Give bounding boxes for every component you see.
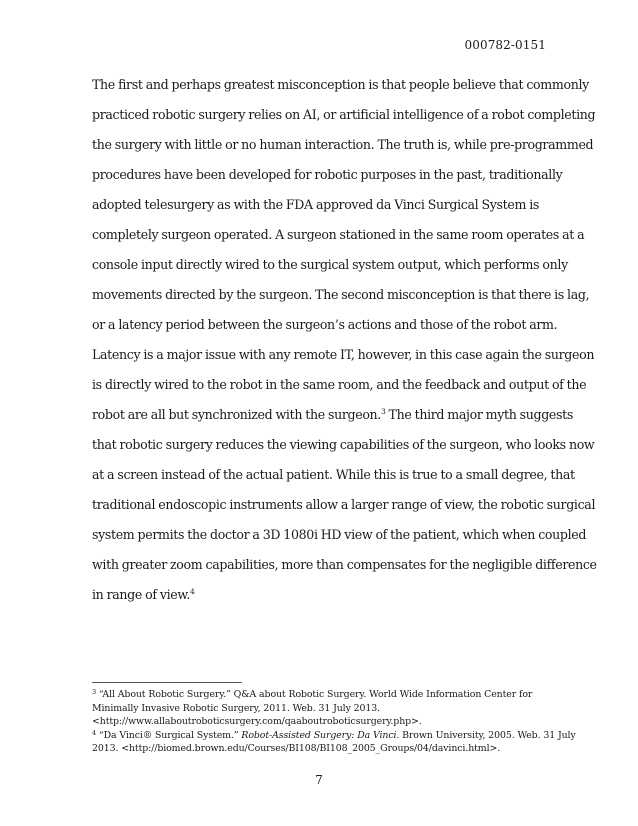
text-line: procedures have been developed for robotic purposes in the past, traditionally — [92, 167, 563, 182]
text-line: completely surgeon operated. A surgeon stationed in the same room operates at a — [92, 227, 585, 242]
footnote-4 — [92, 728, 576, 743]
text-line: the surgery with little or no human interaction. The truth is, while pre-programmed — [92, 137, 594, 152]
text-line: or a latency period between the surgeon’s actions and those of the robot arm. — [92, 317, 558, 332]
text-line — [92, 400, 573, 430]
footnote-text: “Da Vinci® Surgical System.” — [96, 729, 242, 741]
text-line: console input directly wired to the surgical system output, which performs only — [92, 257, 568, 272]
text-line: with greater zoom capabilities, more than compensates for the negligible difference — [92, 557, 597, 572]
footnote-ref-3[interactable]: 3 — [380, 407, 386, 416]
footnote-text: “All About Robotic Surgery.” Q&A about Robotic Surgery. World Wide Information Center for — [96, 689, 533, 700]
footnote-marker: 3 — [92, 688, 97, 696]
text-line: traditional endoscopic instruments allow a larger range of view, the robotic surgical — [92, 497, 596, 512]
footnote-title-italic: Robot-Assisted Surgery: Da Vinci — [241, 729, 397, 741]
footnote-separator — [92, 682, 242, 683]
text-line: system permits the doctor a 3D 1080i HD view of the patient, which when coupled — [92, 527, 587, 542]
footnote-text: . Brown University, 2005. Web. 31 July — [396, 729, 576, 741]
text-line: movements directed by the surgeon. The second misconception is that there is lag, — [92, 287, 590, 302]
text-segment: robot are all but synchronized with the surgeon. — [92, 407, 381, 422]
footnote-3 — [92, 688, 562, 702]
text-line: adopted telesurgery as with the FDA approved da Vinci Surgical System is — [92, 197, 539, 212]
text-line: that robotic surgery reduces the viewing capabilities of the surgeon, who looks now — [92, 437, 595, 452]
text-line: practiced robotic surgery relies on AI, or artificial intelligence of a robot completing — [92, 107, 596, 122]
footnote-ref-4[interactable]: 4 — [189, 587, 195, 596]
footnote-text: Minimally Invasive Robotic Surgery, 2011. Web. 31 July 2013. — [92, 702, 380, 714]
text-line: at a screen instead of the actual patient. While this is true to a small degree, that — [92, 467, 575, 482]
text-segment: in range of view. — [92, 587, 190, 602]
text-segment: The third major myth suggests — [385, 407, 573, 422]
text-line: is directly wired to the robot in the same room, and the feedback and output of the — [92, 377, 587, 392]
footnote-url: 2013. <http://biomed.brown.edu/Courses/BI108/BI108_2005_Groups/04/davinci.html>. — [92, 743, 501, 755]
footnotes — [92, 688, 576, 756]
text-line — [92, 580, 552, 610]
page-number: 7 — [315, 773, 323, 787]
footnote-url: <http://www.allaboutroboticsurgery.com/qaaboutroboticsurgery.php>. — [92, 716, 422, 728]
document-id: 000782-0151 — [464, 38, 546, 52]
text-line: The first and perhaps greatest misconception is that people believe that commonly — [92, 77, 589, 92]
body-paragraph — [92, 70, 597, 610]
text-line: Latency is a major issue with any remote IT, however, in this case again the surgeon — [92, 347, 595, 362]
footnote-marker: 4 — [92, 728, 97, 737]
